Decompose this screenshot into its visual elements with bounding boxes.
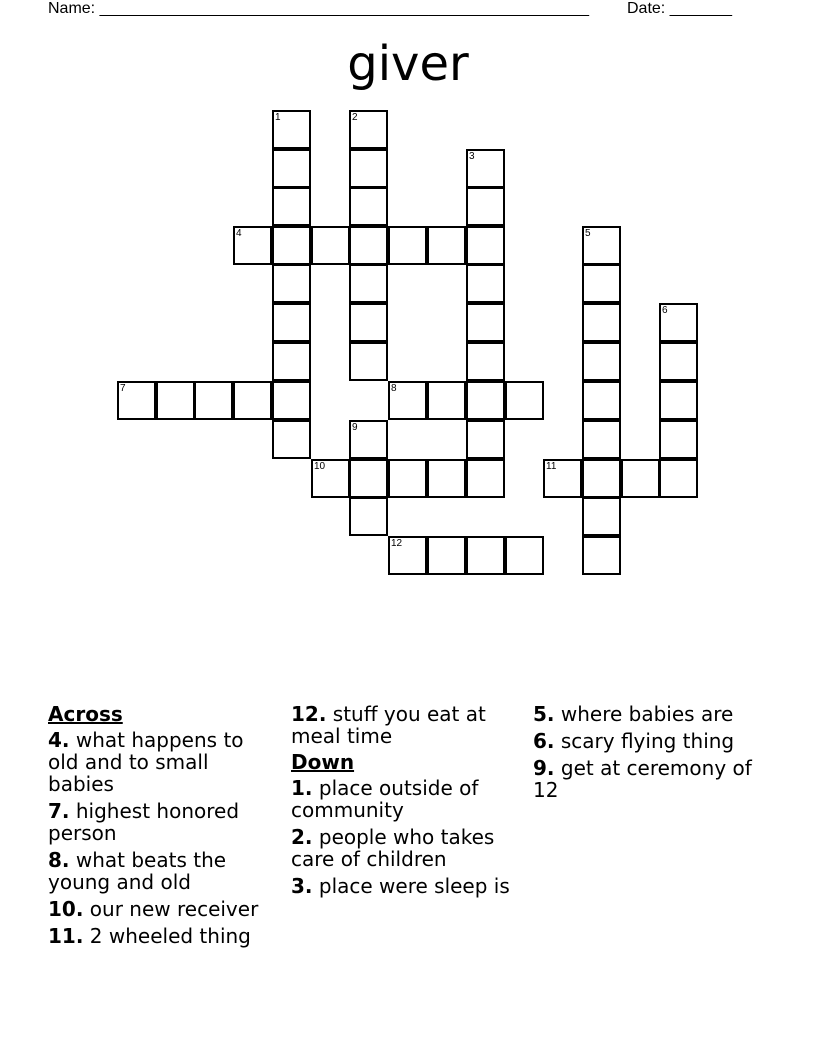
clues-column-1 bbox=[48, 703, 280, 952]
puzzle-title: giver bbox=[347, 36, 469, 92]
grid-cell[interactable] bbox=[272, 303, 311, 342]
clue-number: 3 bbox=[469, 151, 475, 162]
grid-cell[interactable] bbox=[466, 226, 505, 265]
grid-cell[interactable] bbox=[311, 226, 350, 265]
grid-cell[interactable] bbox=[582, 303, 621, 342]
clue-item-text: where babies are bbox=[560, 702, 734, 726]
grid-cell[interactable] bbox=[349, 459, 388, 498]
grid-cell[interactable] bbox=[582, 536, 621, 575]
clue-item-number: 12. bbox=[291, 702, 327, 726]
grid-cell[interactable] bbox=[621, 459, 660, 498]
grid-cell[interactable] bbox=[117, 381, 156, 420]
clue-item-number: 2. bbox=[291, 825, 313, 849]
grid-cell[interactable] bbox=[659, 342, 698, 381]
across-heading: Across bbox=[48, 702, 123, 726]
clue-number: 10 bbox=[314, 461, 326, 472]
grid-cell[interactable] bbox=[466, 264, 505, 303]
grid-cell[interactable] bbox=[466, 381, 505, 420]
clue-item bbox=[48, 898, 280, 920]
clue-item bbox=[48, 925, 280, 947]
clue-item-number: 9. bbox=[533, 756, 555, 780]
grid-cell[interactable] bbox=[156, 381, 195, 420]
down-clue-list-continued bbox=[533, 703, 765, 801]
clue-item bbox=[533, 703, 765, 725]
clue-item-number: 1. bbox=[291, 776, 313, 800]
grid-cell[interactable] bbox=[272, 420, 311, 459]
grid-cell[interactable] bbox=[349, 420, 388, 459]
grid-cell[interactable] bbox=[427, 226, 466, 265]
grid-cell[interactable] bbox=[349, 303, 388, 342]
grid-cell[interactable] bbox=[582, 342, 621, 381]
grid-cell[interactable] bbox=[505, 536, 544, 575]
grid-cell[interactable] bbox=[349, 226, 388, 265]
clue-number: 12 bbox=[391, 538, 403, 549]
grid-cell[interactable] bbox=[388, 226, 427, 265]
clue-item-text: place were sleep is bbox=[318, 874, 510, 898]
clue-item-text: 2 wheeled thing bbox=[89, 924, 251, 948]
clues-column-3 bbox=[533, 703, 765, 806]
grid-cell[interactable] bbox=[427, 381, 466, 420]
clue-item-text: place outside of community bbox=[291, 776, 479, 822]
clue-item-text: stuff you eat at meal time bbox=[291, 702, 486, 748]
grid-cell[interactable] bbox=[272, 110, 311, 149]
grid-cell[interactable] bbox=[659, 420, 698, 459]
clues-column-2 bbox=[291, 703, 523, 902]
clue-number: 9 bbox=[352, 422, 358, 433]
grid-cell[interactable] bbox=[233, 381, 272, 420]
clue-item-number: 5. bbox=[533, 702, 555, 726]
grid-cell[interactable] bbox=[349, 149, 388, 188]
grid-cell[interactable] bbox=[466, 342, 505, 381]
grid-cell[interactable] bbox=[466, 536, 505, 575]
grid-cell[interactable] bbox=[311, 459, 350, 498]
date-field-label: Date: _______ bbox=[627, 0, 732, 17]
grid-cell[interactable] bbox=[427, 459, 466, 498]
clue-item-text: get at ceremony of 12 bbox=[533, 756, 752, 802]
clue-item bbox=[533, 730, 765, 752]
clue-item-number: 10. bbox=[48, 897, 84, 921]
grid-cell[interactable] bbox=[388, 381, 427, 420]
grid-cell[interactable] bbox=[466, 420, 505, 459]
grid-cell[interactable] bbox=[659, 381, 698, 420]
clue-item-text: what happens to old and to small babies bbox=[48, 728, 244, 796]
grid-cell[interactable] bbox=[272, 264, 311, 303]
clue-number: 6 bbox=[662, 305, 668, 316]
grid-cell[interactable] bbox=[582, 459, 621, 498]
grid-cell[interactable] bbox=[388, 459, 427, 498]
clue-item-text: people who takes care of children bbox=[291, 825, 495, 871]
grid-cell[interactable] bbox=[349, 264, 388, 303]
grid-cell[interactable] bbox=[466, 459, 505, 498]
grid-cell[interactable] bbox=[349, 187, 388, 226]
across-clue-list bbox=[48, 729, 280, 947]
clue-item-number: 8. bbox=[48, 848, 70, 872]
down-clue-list bbox=[291, 777, 523, 897]
grid-cell[interactable] bbox=[272, 149, 311, 188]
clue-number: 11 bbox=[546, 461, 557, 472]
grid-cell[interactable] bbox=[582, 497, 621, 536]
grid-cell[interactable] bbox=[233, 226, 272, 265]
clue-number: 4 bbox=[236, 228, 242, 239]
grid-cell[interactable] bbox=[194, 381, 233, 420]
clue-number: 1 bbox=[275, 112, 281, 123]
grid-cell[interactable] bbox=[349, 342, 388, 381]
clue-item-text: what beats the young and old bbox=[48, 848, 227, 894]
grid-cell[interactable] bbox=[427, 536, 466, 575]
clue-item-text: our new receiver bbox=[89, 897, 259, 921]
clue-item bbox=[48, 800, 280, 844]
across-clue-list-continued bbox=[291, 703, 523, 747]
clue-number: 8 bbox=[391, 383, 397, 394]
clue-item-text: scary flying thing bbox=[560, 729, 735, 753]
clue-number: 2 bbox=[352, 112, 358, 123]
clue-item-text: highest honored person bbox=[48, 799, 240, 845]
clue-item-number: 6. bbox=[533, 729, 555, 753]
clue-number: 5 bbox=[585, 228, 591, 239]
grid-cell[interactable] bbox=[272, 226, 311, 265]
clue-item bbox=[291, 777, 523, 821]
grid-cell[interactable] bbox=[582, 226, 621, 265]
clue-item-number: 3. bbox=[291, 874, 313, 898]
grid-cell[interactable] bbox=[349, 497, 388, 536]
grid-cell[interactable] bbox=[659, 303, 698, 342]
grid-cell[interactable] bbox=[505, 381, 544, 420]
name-field-label: Name: _______________________________________________________ bbox=[48, 0, 589, 17]
grid-cell[interactable] bbox=[466, 187, 505, 226]
down-heading: Down bbox=[291, 750, 355, 774]
grid-cell[interactable] bbox=[388, 536, 427, 575]
clue-item-number: 11. bbox=[48, 924, 84, 948]
grid-cell[interactable] bbox=[543, 459, 582, 498]
grid-cell[interactable] bbox=[582, 381, 621, 420]
clue-item-number: 4. bbox=[48, 728, 70, 752]
grid-cell[interactable] bbox=[466, 149, 505, 188]
clue-item bbox=[533, 757, 765, 801]
clue-item-number: 7. bbox=[48, 799, 70, 823]
grid-cell[interactable] bbox=[582, 420, 621, 459]
clue-item bbox=[48, 729, 280, 795]
grid-cell[interactable] bbox=[272, 187, 311, 226]
grid-cell[interactable] bbox=[349, 110, 388, 149]
clue-item bbox=[291, 826, 523, 870]
grid-cell[interactable] bbox=[659, 459, 698, 498]
grid-cell[interactable] bbox=[466, 303, 505, 342]
grid-cell[interactable] bbox=[582, 264, 621, 303]
clue-item bbox=[291, 703, 523, 747]
clue-item bbox=[48, 849, 280, 893]
clue-item bbox=[291, 875, 523, 897]
grid-cell[interactable] bbox=[272, 381, 311, 420]
clue-number: 7 bbox=[120, 383, 126, 394]
grid-cell[interactable] bbox=[272, 342, 311, 381]
